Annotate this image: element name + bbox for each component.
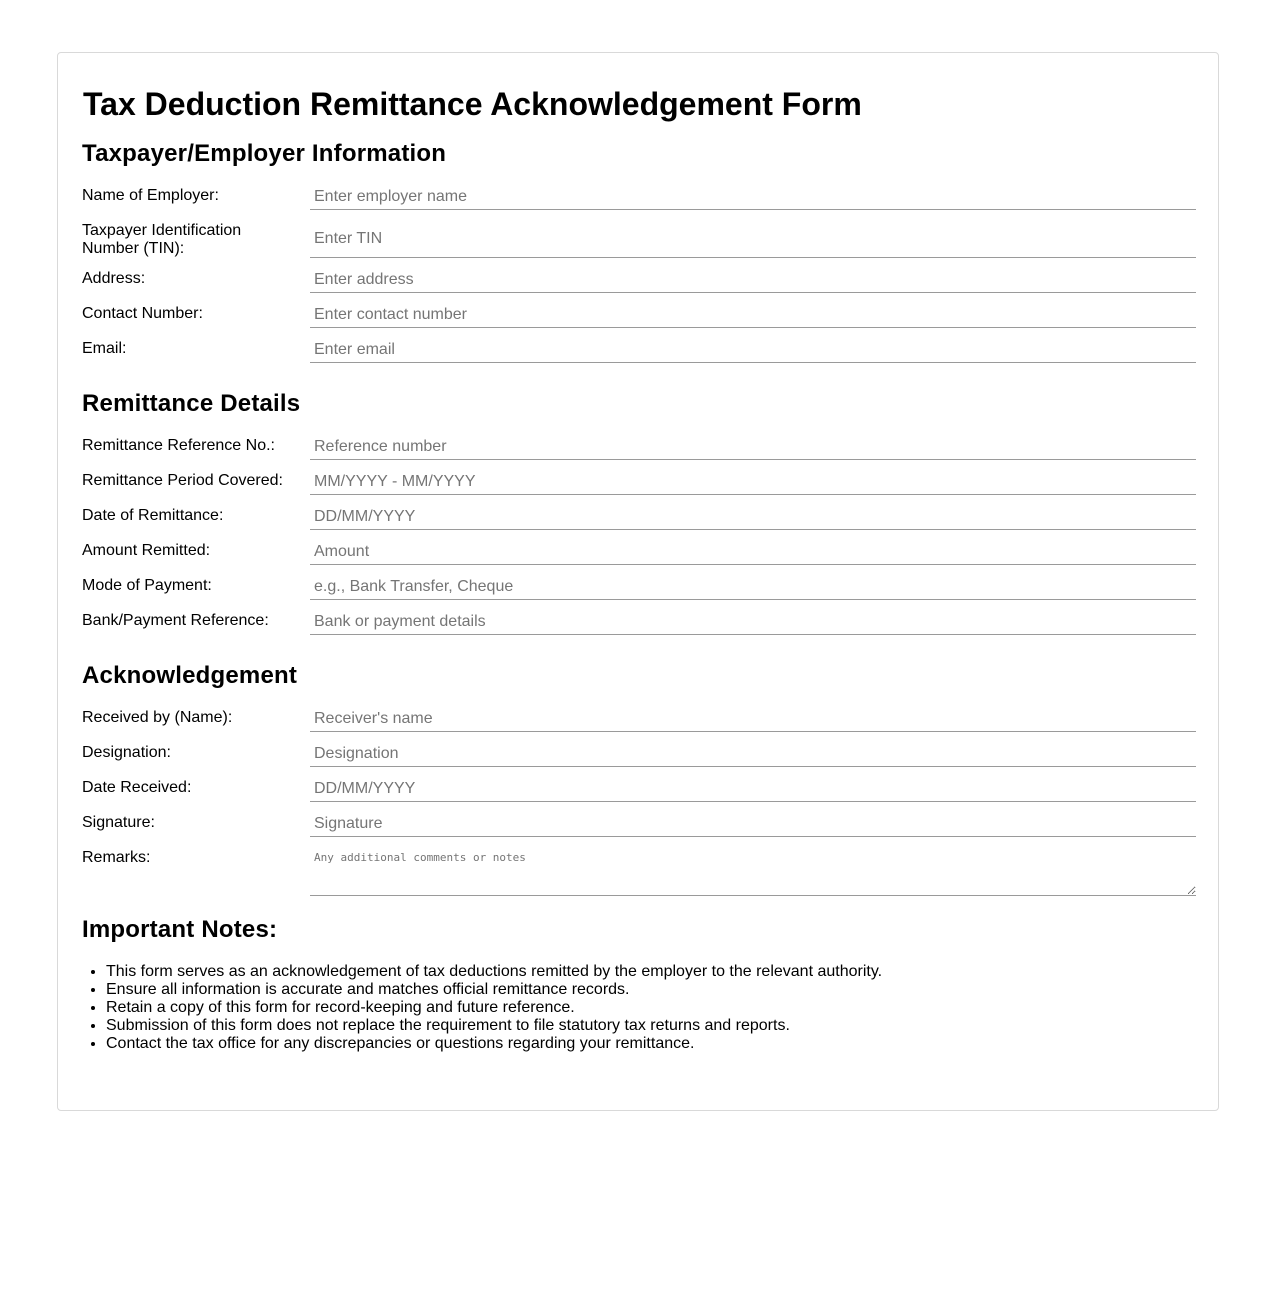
address-input[interactable] [310,268,1196,293]
period-input[interactable] [310,470,1196,495]
bank-reference-input[interactable] [310,610,1196,635]
amount-label: Amount Remitted: [82,542,211,559]
field-row-employer-name [82,185,1196,210]
amount-input[interactable] [310,540,1196,565]
field-row-signature [82,812,1196,837]
field-row-address [82,268,1196,293]
date-received-input[interactable] [310,777,1196,802]
reference-input[interactable] [310,435,1196,460]
list-item: • Ensure all information is accurate and matches official remittance records. [106,981,1196,999]
remittance-date-input[interactable] [310,505,1196,530]
field-row-amount [82,540,1196,565]
field-row-remarks [82,847,1196,896]
field-row-reference [82,435,1196,460]
remarks-textarea[interactable] [310,847,1196,896]
remarks-label: Remarks: [82,849,151,866]
list-item: • Retain a copy of this form for record-keeping and future reference. [106,999,1196,1017]
tin-label: Taxpayer Identification Number (TIN): [82,222,242,257]
employer-name-label: Name of Employer: [82,187,219,204]
remittance-date-label: Date of Remittance: [82,507,224,524]
signature-input[interactable] [310,812,1196,837]
designation-label: Designation: [82,744,171,761]
notes-list [82,963,1196,1053]
received-by-label: Received by (Name): [82,709,233,726]
reference-label: Remittance Reference No.: [82,437,275,454]
address-label: Address: [82,270,146,287]
period-label: Remittance Period Covered: [82,472,283,489]
field-row-remittance-date [82,505,1196,530]
payment-mode-label: Mode of Payment: [82,577,212,594]
list-item: • Submission of this form does not replace the requirement to file statutory tax returns and reports. [106,1017,1196,1035]
field-row-designation [82,742,1196,767]
remittance-heading: Remittance Details [82,390,301,417]
field-row-tin [82,220,1196,258]
field-row-period [82,470,1196,495]
form-card [57,52,1219,1111]
notes-section [82,915,1196,1053]
email-label: Email: [82,340,127,357]
email-input[interactable] [310,338,1196,363]
bank-reference-label: Bank/Payment Reference: [82,612,269,629]
designation-input[interactable] [310,742,1196,767]
list-item: • Contact the tax office for any discrepancies or questions regarding your remittance. [106,1035,1196,1053]
field-row-received-by [82,707,1196,732]
employer-name-input[interactable] [310,185,1196,210]
field-row-payment-mode [82,575,1196,600]
notes-heading: Important Notes: [82,916,278,943]
field-row-email [82,338,1196,363]
signature-label: Signature: [82,814,155,831]
acknowledgement-heading: Acknowledgement [82,662,298,689]
employer-section [82,139,1196,357]
tin-input[interactable] [310,220,1196,258]
payment-mode-input[interactable] [310,575,1196,600]
field-row-bank-reference [82,610,1196,635]
received-by-input[interactable] [310,707,1196,732]
remittance-section [82,389,1196,629]
page-title: Tax Deduction Remittance Acknowledgement Form [83,86,862,122]
date-received-label: Date Received: [82,779,192,796]
field-row-date-received [82,777,1196,802]
contact-label: Contact Number: [82,305,203,322]
acknowledgement-section [82,661,1196,866]
list-item: • This form serves as an acknowledgement of tax deductions remitted by the employer to the relevant authority. [106,963,1196,981]
contact-input[interactable] [310,303,1196,328]
employer-heading: Taxpayer/Employer Information [82,140,447,167]
field-row-contact [82,303,1196,328]
